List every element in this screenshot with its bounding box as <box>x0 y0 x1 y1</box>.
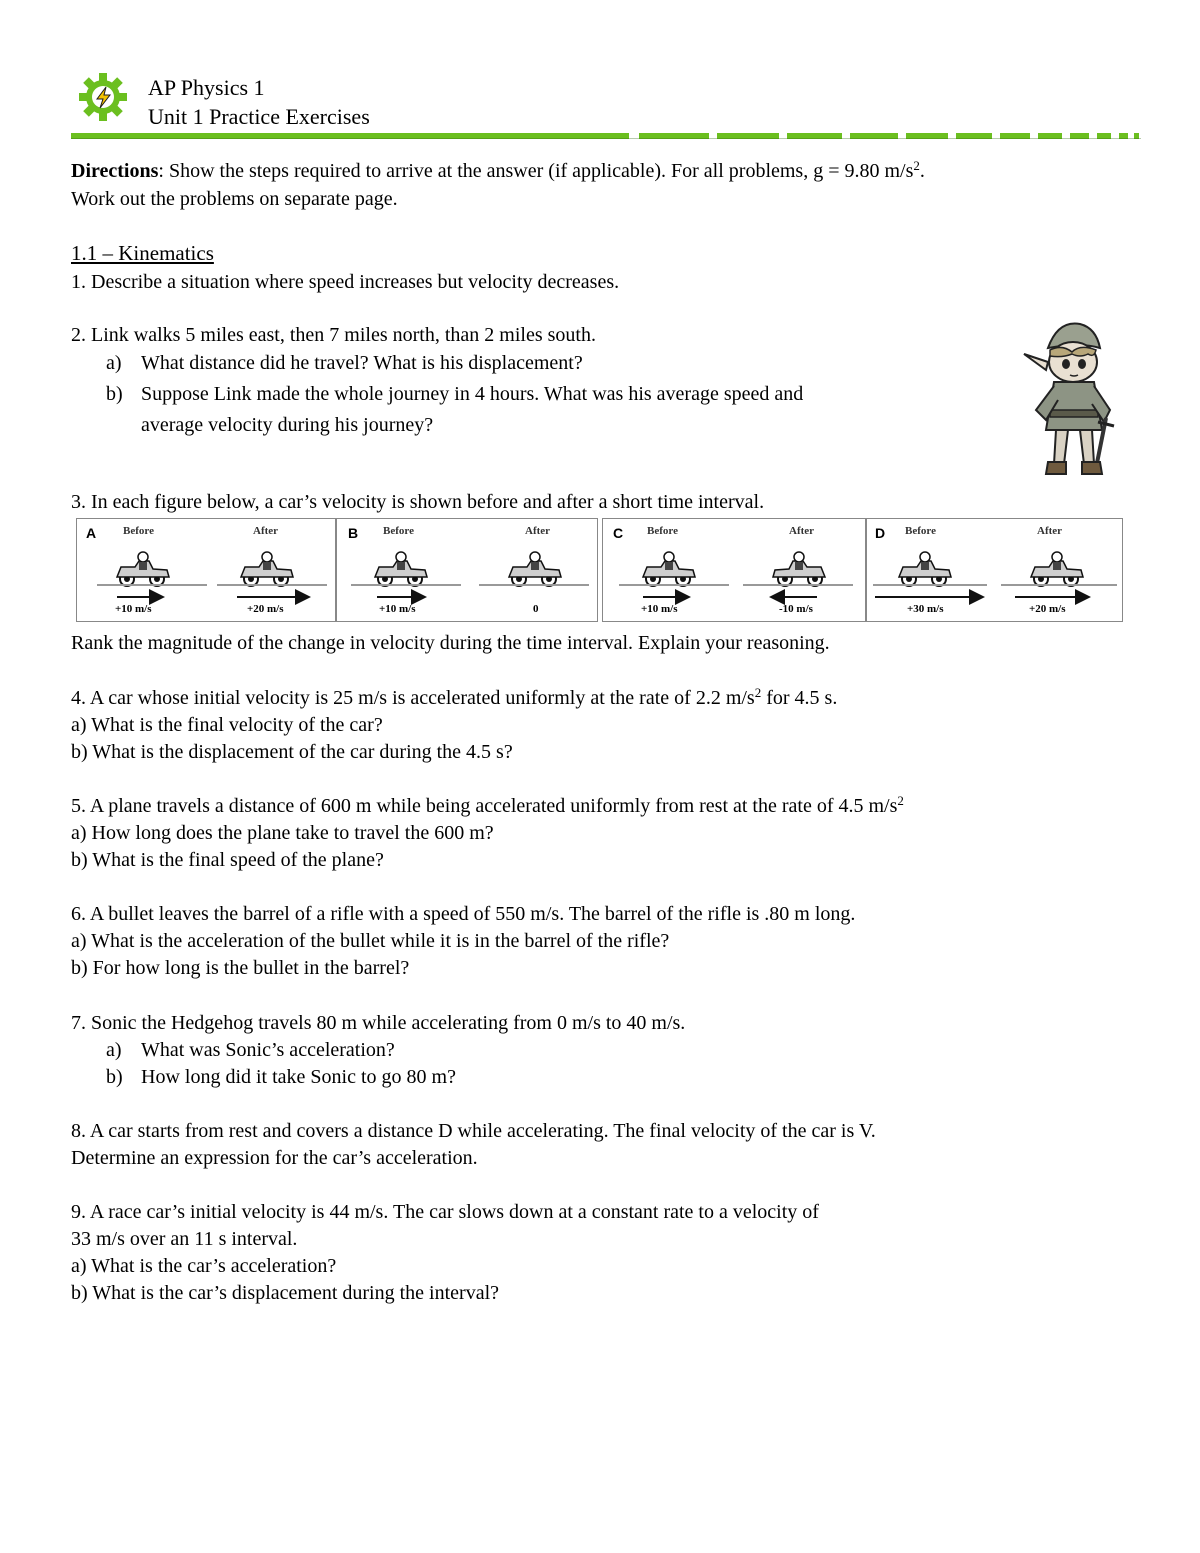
question-6: 6. A bullet leaves the barrel of a rifle with a speed of 550 m/s. The barrel of the rifle is .80 m long. <box>71 903 856 925</box>
velocity-after: +20 m/s <box>1029 603 1066 615</box>
directions-line2: Work out the problems on separate page. <box>71 188 398 210</box>
gear-icon <box>76 72 130 122</box>
question-6b: b) For how long is the bullet in the barrel? <box>71 957 410 979</box>
question-2b-cont: average velocity during his journey? <box>141 414 434 436</box>
q5-text: 5. A plane travels a distance of 600 m while being accelerated uniformly from rest at the rate of 4.5 m/s <box>71 795 898 817</box>
panel-d-drawing <box>867 519 1124 623</box>
before-caption: Before <box>905 525 936 537</box>
question-9-cont: 33 m/s over an 11 s interval. <box>71 1228 298 1250</box>
question-5b: b) What is the final speed of the plane? <box>71 849 384 871</box>
question-8: 8. A car starts from rest and covers a distance D while accelerating. The final velocity of the car is V. <box>71 1120 876 1142</box>
figure-panel-d <box>866 518 1123 622</box>
before-caption: Before <box>123 525 154 537</box>
directions-label: Directions <box>71 160 159 182</box>
after-caption: After <box>789 525 815 537</box>
panel-label: C <box>613 525 624 541</box>
velocity-before: +10 m/s <box>379 603 416 615</box>
question-3-rank: Rank the magnitude of the change in velocity during the time interval. Explain your reasoning. <box>71 632 830 654</box>
question-2: 2. Link walks 5 miles east, then 7 miles north, than 2 miles south. <box>71 324 596 346</box>
question-5a: a) How long does the plane take to travel the 600 m? <box>71 822 494 844</box>
section-title: 1.1 – Kinematics <box>71 241 214 265</box>
panel-label: B <box>348 525 359 541</box>
q4-text: 4. A car whose initial velocity is 25 m/s is accelerated uniformly at the rate of 2.2 m/s <box>71 687 755 709</box>
item-label: a) <box>106 352 122 374</box>
link-character-illustration <box>1010 318 1125 480</box>
after-caption: After <box>525 525 551 537</box>
question-5 <box>71 793 904 820</box>
question-9b: b) What is the car’s displacement during the interval? <box>71 1282 500 1304</box>
item-text: What distance did he travel? What is his displacement? <box>141 352 583 374</box>
item-text: Suppose Link made the whole journey in 4 hours. What was his average speed and <box>141 383 804 405</box>
question-1: 1. Describe a situation where speed increases but velocity decreases. <box>71 271 620 293</box>
question-2a <box>106 350 583 377</box>
panel-b-drawing <box>337 519 599 623</box>
question-2b <box>106 381 803 408</box>
velocity-after: -10 m/s <box>779 603 813 615</box>
before-caption: Before <box>383 525 414 537</box>
question-6a: a) What is the acceleration of the bullet while it is in the barrel of the rifle? <box>71 930 670 952</box>
q5-sup: 2 <box>897 793 904 808</box>
item-text: What was Sonic’s acceleration? <box>141 1039 395 1061</box>
directions-text: : Show the steps required to arrive at the answer (if applicable). For all problems, g = 9.80 m/s <box>158 160 914 182</box>
directions-period: . <box>919 160 925 182</box>
question-4a: a) What is the final velocity of the car? <box>71 714 383 736</box>
question-7: 7. Sonic the Hedgehog travels 80 m while accelerating from 0 m/s to 40 m/s. <box>71 1012 686 1034</box>
after-caption: After <box>1037 525 1063 537</box>
question-8-cont: Determine an expression for the car’s acceleration. <box>71 1147 478 1169</box>
directions-sup: 2 <box>913 158 920 173</box>
velocity-before: +10 m/s <box>641 603 678 615</box>
figure-panel-c <box>602 518 866 622</box>
figure-panel-b <box>336 518 598 622</box>
velocity-after: 0 <box>533 603 539 615</box>
unit-title: Unit 1 Practice Exercises <box>148 104 370 129</box>
figure-panel-a <box>76 518 336 622</box>
question-9: 9. A race car’s initial velocity is 44 m/s. The car slows down at a constant rate to a velocity of <box>71 1201 819 1223</box>
item-label: b) <box>106 1066 123 1088</box>
question-9a: a) What is the car’s acceleration? <box>71 1255 337 1277</box>
item-text: How long did it take Sonic to go 80 m? <box>141 1066 456 1088</box>
after-caption: After <box>253 525 279 537</box>
question-4 <box>71 685 837 712</box>
velocity-before: +10 m/s <box>115 603 152 615</box>
header-rule <box>71 133 1141 139</box>
q4-sup: 2 <box>754 685 762 700</box>
velocity-figure <box>76 518 1123 622</box>
panel-label: A <box>86 525 97 541</box>
item-label: a) <box>106 1039 122 1061</box>
question-3: 3. In each figure below, a car’s velocity is shown before and after a short time interval. <box>71 491 765 513</box>
course-title: AP Physics 1 <box>148 75 265 100</box>
velocity-before: +30 m/s <box>907 603 944 615</box>
item-label: b) <box>106 383 123 405</box>
panel-label: D <box>875 525 886 541</box>
question-4b: b) What is the displacement of the car during the 4.5 s? <box>71 741 513 763</box>
directions-line <box>71 158 925 185</box>
question-7b <box>106 1064 456 1091</box>
velocity-after: +20 m/s <box>247 603 284 615</box>
q4-text-end: for 4.5 s. <box>761 687 838 709</box>
question-7a <box>106 1037 395 1064</box>
before-caption: Before <box>647 525 678 537</box>
